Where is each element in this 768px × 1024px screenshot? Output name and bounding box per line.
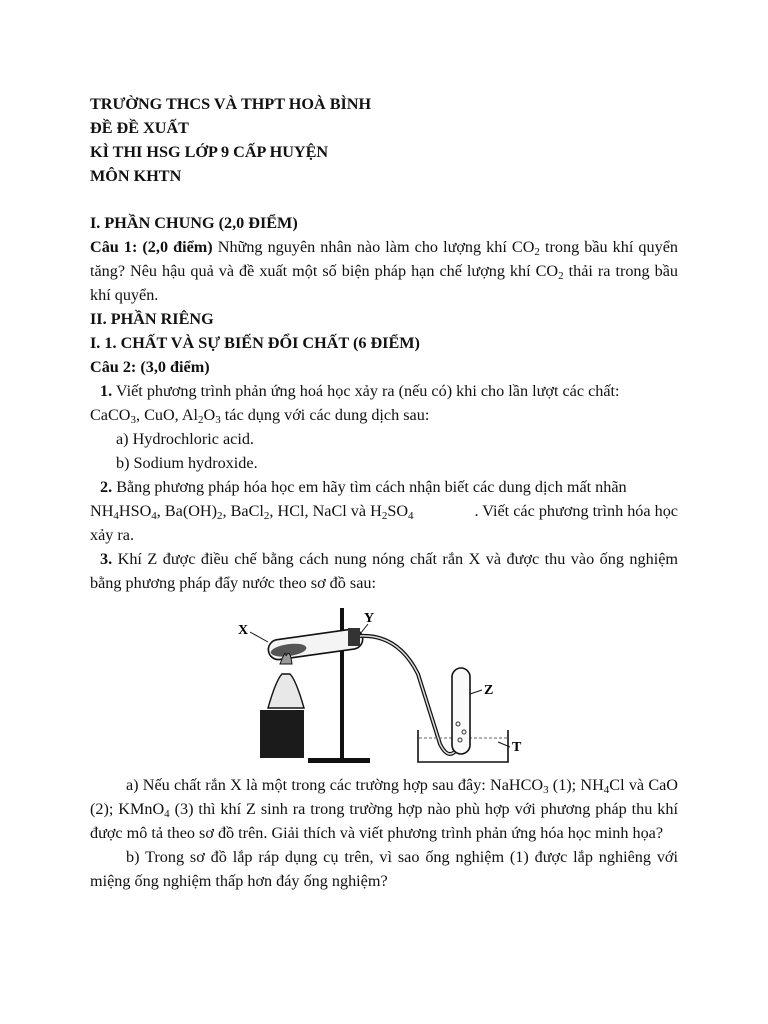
- apparatus-diagram: [228, 604, 528, 770]
- label-z: Z: [484, 683, 494, 698]
- q1-label: Câu 1: (2,0 điểm): [90, 238, 213, 256]
- item-2-formulas: $NH_4HSO_4$, $Ba(OH)_2$, BaCl$_2$, HCl, NaCl và $H_2SO_4$ . Viết các phương trình hóa học: [90, 502, 678, 522]
- question-a: a) Nếu chất rắn X là một trong các trường hợp sau đây: NaHCO$_3$ (1); $NH_4Cl$ và CaO (2); KMnO$_4$ (3) thì khí Z sinh ra trong trường hợp nào phù hợp với phương pháp thu khí được mô tả theo sơ đồ trên. Giải thích và viết phương trình phản ứng hóa học minh họa?: [90, 776, 678, 842]
- item-2: 2. Bằng phương pháp hóa học em hãy tìm cách nhận biết các dung dịch mất nhãn: [100, 478, 627, 496]
- collecting-tube: [452, 668, 470, 754]
- proposal-label: ĐỀ ĐỀ XUẤT: [90, 119, 189, 137]
- label-t: T: [512, 740, 522, 755]
- item-1-a: a) Hydrochloric acid.: [116, 430, 254, 448]
- section-heading: I. 1. CHẤT VÀ SỰ BIẾN ĐỔI CHẤT (6 ĐIỂM): [90, 334, 420, 352]
- question-1: Câu 1: (2,0 điểm) Những nguyên nhân nào làm cho lượng khí $CO_2$ trong bầu khí quyển tăng? Nêu hậu quả và đề xuất một số biện pháp hạn chế lượng khí $CO_2$ thải ra trong bầu khí quyển.: [90, 238, 678, 304]
- stand-base: [308, 758, 370, 763]
- lamp-stand: [260, 710, 304, 758]
- part2-heading: II. PHẦN RIÊNG: [90, 310, 214, 328]
- label-y: Y: [364, 611, 375, 626]
- item-2-tail: xảy ra.: [90, 526, 135, 544]
- part1-heading: I. PHẦN CHUNG (2,0 ĐIỂM): [90, 214, 298, 232]
- question-b: b) Trong sơ đồ lắp ráp dụng cụ trên, vì sao ống nghiệm (1) được lắp nghiêng với miệng ống nghiệm thấp hơn đáy ống nghiệm?: [90, 848, 678, 890]
- document-body: [90, 92, 678, 595]
- spacer: [90, 188, 678, 211]
- label-x: X: [238, 623, 249, 638]
- questions-ab: [90, 773, 678, 893]
- item-1-b: b) Sodium hydroxide.: [116, 454, 258, 472]
- subject-title: MÔN KHTN: [90, 167, 182, 185]
- stopper: [348, 628, 360, 646]
- item-1: 1. Viết phương trình phản ứng hoá học xảy ra (nếu có) khi cho lần lượt các chất:: [100, 382, 620, 400]
- q2-label: Câu 2: (3,0 điểm): [90, 358, 210, 376]
- item-1-substances: CaCO$_3$, CuO, $Al_2O_3$ tác dụng với các dung dịch sau:: [90, 406, 430, 426]
- delivery-tube: [360, 636, 460, 754]
- school-name: TRƯỜNG THCS VÀ THPT HOÀ BÌNH: [90, 95, 372, 113]
- spirit-lamp: [268, 674, 304, 708]
- exam-title: KÌ THI HSG LỚP 9 CẤP HUYỆN: [90, 143, 329, 161]
- item-3: 3. Khí Z được điều chế bằng cách nung nóng chất rắn X và được thu vào ống nghiệm bằng phương pháp đẩy nước theo sơ đồ sau:: [90, 550, 678, 592]
